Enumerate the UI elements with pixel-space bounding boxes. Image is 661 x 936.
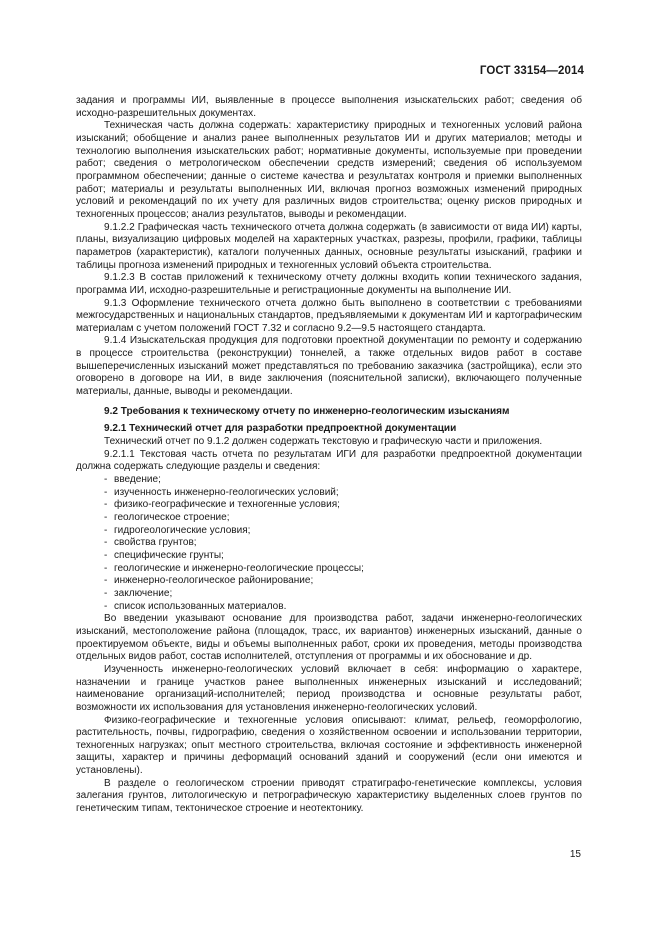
- list-item-text: инженерно-геологическое районирование;: [114, 575, 314, 587]
- list-item-text: свойства грунтов;: [114, 537, 197, 549]
- paragraph: 9.1.4 Изыскательская продукция для подготовки проектной документации по ремонту и содержанию в процессе строительства (реконструкции) тоннелей, а также отдельных видов работ в составе вышеперечисленных изысканий может представляться по требованию заказчика (застройщика), если это оговорено в договоре на ИИ, в виде заключения (пояснительной записки), включающего полученные материалы, данные, выводы и рекомендации.: [76, 335, 582, 398]
- list-item: [76, 601, 582, 614]
- list-item-text: заключение;: [114, 587, 173, 599]
- document-code: ГОСТ 33154—2014: [479, 65, 584, 77]
- paragraph: Техническая часть должна содержать: характеристику природных и техногенных условий района изысканий; обобщение и анализ ранее выполненных результатов ИИ и других материалов; методы и технологию выполнения изыскательских работ; нормативные документы, используемые при проведении работ; сведения о метрологическом обеспечении средств измерений; сведения об используемом программном обеспечении; данные о системе качества и результатах контроля и приемки выполненных работ; материалы и результаты выполненных ИИ, включая прогноз возможных изменений природных условий и рекомендаций по их учету для различных видов строительства; оценку рисков природных и техногенных процессов; анализ результатов, выводы и рекомендации.: [76, 120, 582, 220]
- list-item-text: геологическое строение;: [114, 512, 230, 523]
- list-marker: -: [104, 537, 108, 549]
- list-marker: -: [104, 600, 108, 612]
- list-item-text: гидрогеологические условия;: [114, 524, 251, 536]
- list-item-text: физико-географические и техногенные условия;: [114, 499, 340, 511]
- section-heading: 9.2 Требования к техническому отчету по инженерно-геологическим изысканиям: [104, 405, 510, 417]
- paragraph: 9.1.2.3 В состав приложений к техническому отчету должны входить копии технического задания, программа ИИ, исходно-разрешительные и регистрационные документы на выполнение ИИ.: [76, 272, 582, 296]
- list-item: [76, 550, 582, 563]
- list-item: [76, 588, 582, 601]
- sections-list: [76, 474, 582, 613]
- list-marker: -: [104, 486, 108, 498]
- list-item: [76, 537, 582, 550]
- list-marker: -: [104, 524, 108, 536]
- body-text: [76, 95, 582, 816]
- list-item: [76, 563, 582, 576]
- list-marker: -: [104, 575, 108, 587]
- list-marker: -: [104, 549, 108, 561]
- list-item: [76, 525, 582, 538]
- list-item: [76, 474, 582, 487]
- list-item-text: геологические и инженерно-геологические процессы;: [114, 562, 364, 574]
- paragraph: Во введении указывают основание для производства работ, задачи инженерно-геологических изысканий, местоположение района (площадок, трасс, их вариантов) инженерных изысканий, данные о проектируемом объекте, виды и объемы выполненных работ, сроки их проведения, методы производства отдельных видов работ, состав исполнителей, отступления от программы и их обоснование и др.: [76, 613, 582, 663]
- list-item-text: список использованных материалов.: [114, 600, 287, 612]
- paragraph: 9.2.1.1 Текстовая часть отчета по результатам ИГИ для разработки предпроектной документации должна содержать следующие разделы и сведения:: [76, 448, 582, 473]
- list-item: [76, 575, 582, 588]
- paragraph: задания и программы ИИ, выявленные в процессе выполнения изыскательских работ; сведения об исходно-разрешительных документах.: [76, 95, 582, 119]
- list-item: [76, 499, 582, 512]
- list-item-text: введение;: [114, 474, 161, 486]
- paragraph: Изученность инженерно-геологических условий включает в себя: информацию о характере, назначении и границе участков ранее выполненных инженерных изысканий и исследований; наименование организаций-исполнителей; период производства и основные результаты работ, возможности их использования для установления инженерно-геологических условий.: [76, 663, 582, 713]
- list-marker: -: [104, 512, 108, 523]
- list-marker: -: [104, 499, 108, 511]
- list-item-text: специфические грунты;: [114, 549, 224, 561]
- list-item-text: изученность инженерно-геологических условий;: [114, 486, 339, 498]
- list-marker: -: [104, 587, 108, 599]
- paragraph: В разделе о геологическом строении приводят стратиграфо-генетические комплексы, условия залегания грунтов, литологическую и петрографическую характеристику выделенных слоев грунтов по генетическим типам, тектоническое строение и неотектонику.: [76, 777, 582, 815]
- list-item: [76, 512, 582, 525]
- paragraph: 9.1.3 Оформление технического отчета должно быть выполнено в соответствии с требованиями межгосударственных и национальных стандартов, предъявляемыми к документам ИИ и картографическим материалам с учетом положений ГОСТ 7.32 и согласно 9.2—9.5 настоящего стандарта.: [76, 297, 582, 334]
- subsection-heading: 9.2.1 Технический отчет для разработки предпроектной документации: [104, 423, 457, 435]
- list-marker: -: [104, 474, 108, 486]
- paragraph: Технический отчет по 9.1.2 должен содержать текстовую и графическую части и приложения.: [104, 436, 543, 448]
- paragraph: 9.1.2.2 Графическая часть технического отчета должна содержать (в зависимости от вида ИИ) карты, планы, визуализацию цифровых моделей на характерных участках, разрезы, профили, графики, таблицы параметров (характеристик), каталоги полученных данных, основные результаты изысканий, графики и таблицы прогноза изменений природных и техногенных условий объекта строительства.: [76, 221, 582, 271]
- list-item: [76, 487, 582, 500]
- page-number: 15: [569, 849, 581, 860]
- list-marker: -: [104, 562, 108, 574]
- paragraph: Физико-географические и техногенные условия описывают: климат, рельеф, геоморфологию, растительность, почвы, гидрографию, сведения о хозяйственном освоении и использовании территории, техногенных нагрузках; опыт местного строительства, включая состояние и эффективность инженерной защиты, характер и причины деформаций оснований зданий и сооружений (если они имеются и установлены).: [76, 714, 582, 777]
